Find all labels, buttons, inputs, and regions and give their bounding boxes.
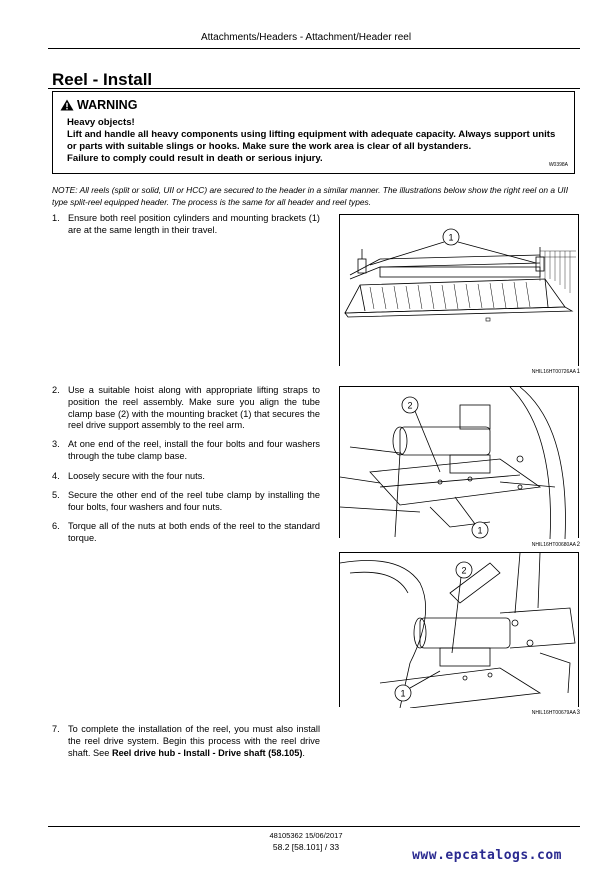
step-text: At one end of the reel, install the four bolts and four washers through the tube clamp base. bbox=[68, 439, 320, 461]
step-text: Ensure both reel position cylinders and mounting brackets (1) are at the same length in their travel. bbox=[68, 213, 320, 235]
running-header: Attachments/Headers - Attachment/Header reel bbox=[200, 32, 412, 43]
step-number: 2. bbox=[52, 385, 60, 395]
step-number: 7. bbox=[52, 724, 60, 734]
step-number: 1. bbox=[52, 213, 60, 223]
page-title: Reel - Install bbox=[52, 70, 153, 89]
callout-1 bbox=[455, 497, 488, 538]
tube-clamp-illustration bbox=[340, 387, 578, 539]
footer-doc-line: 48105362 15/06/2017 bbox=[269, 831, 343, 840]
figure-1-caption: NHIL16HT00726AA bbox=[531, 369, 576, 375]
cross-reference-link[interactable]: Reel drive hub - Install - Drive shaft (58.105) bbox=[111, 747, 303, 758]
step-text-end: . bbox=[302, 747, 305, 758]
step-text: Torque all of the nuts at both ends of the reel to the standard torque. bbox=[68, 521, 320, 543]
warning-line: Lift and handle all heavy components using lifting equipment with adequate capacity. Always support units or parts with suitable slings or hooks. Make sure the work area is clear of all bystanders. bbox=[67, 129, 556, 152]
svg-text:2: 2 bbox=[407, 400, 413, 411]
step-item bbox=[52, 724, 320, 759]
step-item bbox=[52, 385, 320, 432]
figure-3 bbox=[339, 552, 579, 707]
warning-box bbox=[52, 91, 575, 174]
callout-2 bbox=[402, 397, 440, 472]
step-number: 3. bbox=[52, 439, 60, 449]
svg-text:1: 1 bbox=[400, 688, 406, 699]
step-item bbox=[52, 490, 320, 514]
warning-heading-text: WARNING bbox=[77, 98, 138, 112]
step-item bbox=[52, 521, 320, 545]
warning-line: Failure to comply could result in death or serious injury. bbox=[67, 153, 323, 164]
step-number: 5. bbox=[52, 490, 60, 500]
note-paragraph: NOTE: All reels (split or solid, UII or HCC) are secured to the header in a similar manner. The illustrations below show the right reel on a UII type split-reel equipped header. The process is the same for all header and reel types. bbox=[52, 185, 569, 207]
step-item bbox=[52, 471, 320, 483]
watermark: www.epcatalogs.com bbox=[412, 848, 562, 863]
svg-text:1: 1 bbox=[477, 525, 483, 536]
header-rule bbox=[48, 48, 580, 49]
svg-text:2: 2 bbox=[461, 565, 467, 576]
header-reel-illustration bbox=[340, 215, 578, 367]
step-number: 4. bbox=[52, 471, 60, 481]
step-text bbox=[68, 724, 320, 759]
figure-3-caption: NHIL16HT00679AA bbox=[531, 710, 576, 716]
step-item bbox=[52, 439, 320, 463]
warning-body bbox=[67, 117, 567, 165]
step-text: Loosely secure with the four nuts. bbox=[68, 471, 205, 481]
footer-rule bbox=[48, 826, 580, 827]
figure-1-number: 1 bbox=[576, 369, 580, 375]
figure-2-number: 2 bbox=[576, 542, 580, 548]
step-item bbox=[52, 213, 320, 237]
figure-2-caption: NHIL16HT00680AA bbox=[531, 542, 576, 548]
warning-code: W0398A bbox=[548, 162, 568, 168]
step-text: Secure the other end of the reel tube clamp by installing the four bolts, four washers and four nuts. bbox=[68, 490, 320, 512]
figure-1 bbox=[339, 214, 579, 366]
title-rule bbox=[48, 88, 580, 89]
warning-triangle-icon bbox=[60, 99, 74, 111]
step-text-plain: To complete the installation of the reel, you must also install the reel drive system. Begin this process with the reel drive shaft. See bbox=[68, 724, 320, 758]
callout-1 bbox=[370, 229, 536, 265]
step-text: Use a suitable hoist along with appropriate lifting straps to position the reel assembly. Make sure you align the tube clamp base (2) with the mounting bracket (1) that secures the reel drive support assembly to the reel arm. bbox=[68, 385, 320, 431]
figure-3-number: 3 bbox=[576, 710, 580, 716]
callout-1 bbox=[395, 671, 440, 701]
reel-clamp-closeup-illustration bbox=[340, 553, 578, 708]
footer-page-number: 58.2 [58.101] / 33 bbox=[272, 842, 340, 852]
callout-2 bbox=[452, 562, 472, 653]
warning-line: Heavy objects! bbox=[67, 117, 135, 128]
warning-heading bbox=[60, 98, 137, 112]
step-number: 6. bbox=[52, 521, 60, 531]
figure-2 bbox=[339, 386, 579, 538]
svg-text:1: 1 bbox=[448, 232, 454, 243]
